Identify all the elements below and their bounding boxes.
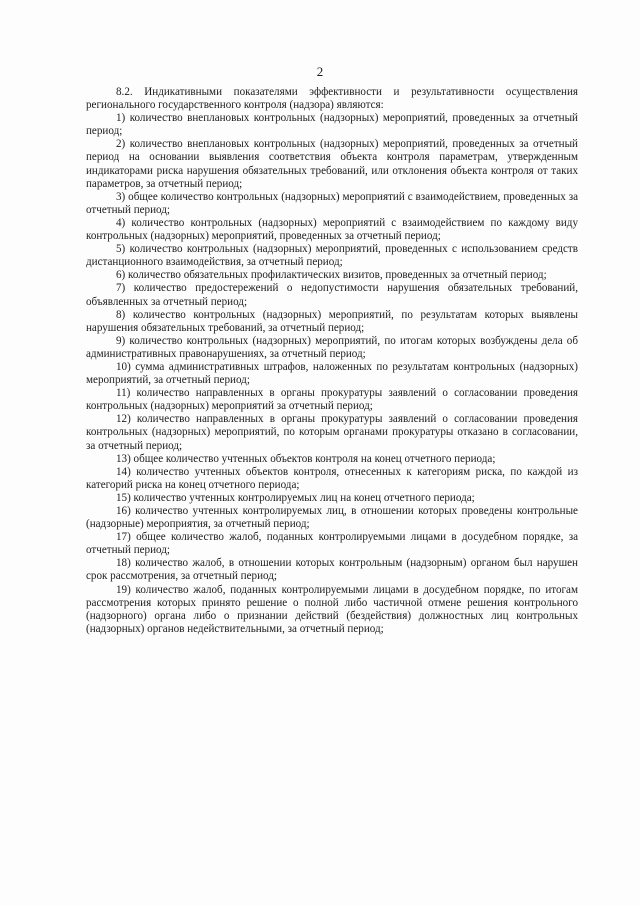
paragraph-8-2: 8.2. Индикативными показателями эффективности и результативности осуществления регионального государственного контроля (надзора) являются:	[86, 86, 578, 112]
list-item-18: 18) количество жалоб, в отношении которых контрольным (надзорным) органом был нарушен срок рассмотрения, за отчетный период;	[86, 557, 578, 583]
page-number: 2	[316, 64, 324, 79]
list-item-6: 6) количество обязательных профилактических визитов, проведенных за отчетный период;	[116, 269, 547, 282]
list-item-7: 7) количество предостережений о недопустимости нарушения обязательных требований, объявленных за отчетный период;	[86, 282, 578, 308]
list-item-10: 10) сумма административных штрафов, наложенных по результатам контрольных (надзорных) мероприятий, за отчетный период;	[86, 360, 578, 387]
list-item-13: 13) общее количество учтенных объектов контроля на конец отчетного периода;	[116, 452, 496, 465]
list-item-17: 17) общее количество жалоб, поданных контролируемыми лицами в досудебном порядке, за отчетный период;	[86, 531, 578, 557]
list-item-9: 9) количество контрольных (надзорных) мероприятий, по итогам которых возбуждены дела об административных правонарушениях, за отчетный период;	[86, 334, 578, 360]
list-item-2: 2) количество внеплановых контрольных (надзорных) мероприятий, проведенных за отчетный период на основании выявления соответствия объекта контроля параметрам, утвержденным индикаторами риска нарушения обязательных требований, или отклонения объекта контроля от таких параметров, за отчетный период;	[86, 138, 578, 190]
list-item-19: 19) количество жалоб, поданных контролируемыми лицами в досудебном порядке, по итогам рассмотрения которых принято решение о полной либо частичной отмене решения контрольного (надзорного) органа либо о признании действий (бездействия) должностных лиц контрольных (надзорных) органов недействительными, за отчетный период;	[86, 583, 578, 635]
document-body	[86, 86, 578, 636]
list-item-14: 14) количество учтенных объектов контроля, отнесенных к категориям риска, по каждой из категорий риска на конец отчетного периода;	[86, 465, 578, 491]
list-item-1: 1) количество внеплановых контрольных (надзорных) мероприятий, проведенных за отчетный период;	[86, 112, 578, 138]
list-item-11: 11) количество направленных в органы прокуратуры заявлений о согласовании проведения контрольных (надзорных) мероприятий за отчетный период;	[86, 387, 578, 413]
list-item-15: 15) количество учтенных контролируемых лиц на конец отчетного периода;	[116, 491, 475, 504]
list-item-12: 12) количество направленных в органы прокуратуры заявлений о согласовании проведения контрольных (надзорных) мероприятий, по которым органами прокуратуры отказано в согласовании, за отчетный период;	[86, 413, 578, 452]
list-item-5: 5) количество контрольных (надзорных) мероприятий, проведенных с использованием средств дистанционного взаимодействия, за отчетный период;	[86, 243, 578, 269]
list-item-16: 16) количество учтенных контролируемых лиц, в отношении которых проведены контрольные (надзорные) мероприятия, за отчетный период;	[86, 505, 578, 531]
list-item-3: 3) общее количество контрольных (надзорных) мероприятий с взаимодействием, проведенных за отчетный период;	[86, 190, 578, 216]
list-item-8: 8) количество контрольных (надзорных) мероприятий, по результатам которых выявлены нарушения обязательных требований, за отчетный период;	[86, 308, 578, 334]
list-item-4: 4) количество контрольных (надзорных) мероприятий с взаимодействием по каждому виду контрольных (надзорных) мероприятий, проведенных за отчетный период;	[86, 216, 578, 243]
